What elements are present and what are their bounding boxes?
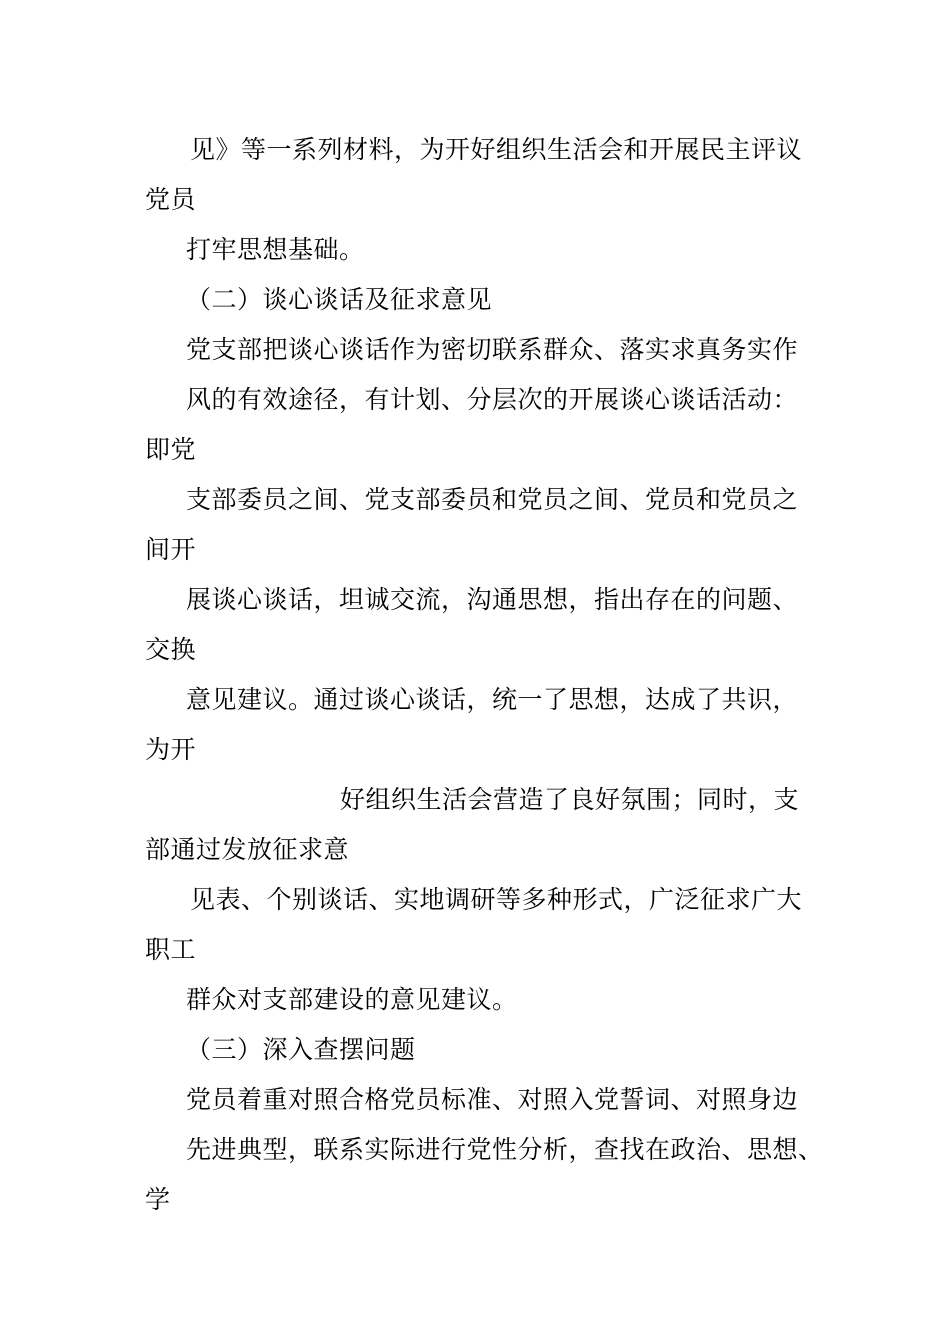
text-line: 为开	[145, 735, 197, 764]
text-line: 群众对支部建设的意见建议。	[186, 985, 518, 1014]
text-line: 打牢思想基础。	[186, 235, 365, 264]
text-line: 党员	[145, 185, 197, 214]
text-line: 展谈心谈话，坦诚交流，沟通思想，指出存在的问题、	[186, 585, 799, 614]
text-line: 党员着重对照合格党员标准、对照入党誓词、对照身边	[186, 1085, 799, 1114]
section-heading: （二）谈心谈话及征求意见	[186, 285, 493, 314]
text-line: 职工	[145, 935, 197, 964]
text-line: 交换	[145, 635, 197, 664]
text-line: 见表、个别谈话、实地调研等多种形式，广泛征求广大	[190, 885, 803, 914]
text-line: 间开	[145, 535, 197, 564]
text-line: 部通过发放征求意	[145, 835, 350, 864]
section-heading: （三）深入查摆问题	[186, 1035, 416, 1064]
text-line: 支部委员之间、党支部委员和党员之间、党员和党员之	[186, 485, 799, 514]
text-line: 见》等一系列材料，为开好组织生活会和开展民主评议	[190, 135, 803, 164]
text-line: 学	[145, 1185, 171, 1214]
text-line: 意见建议。通过谈心谈话，统一了思想，达成了共识，	[186, 685, 799, 714]
text-line: 好组织生活会营造了良好氛围；同时，支	[340, 785, 800, 814]
text-line: 党支部把谈心谈话作为密切联系群众、落实求真务实作	[186, 335, 799, 364]
text-line: 风的有效途径，有计划、分层次的开展谈心谈话活动：	[186, 385, 799, 414]
text-line: 先进典型，联系实际进行党性分析，查找在政治、思想、	[186, 1135, 824, 1164]
text-line: 即党	[145, 435, 197, 464]
